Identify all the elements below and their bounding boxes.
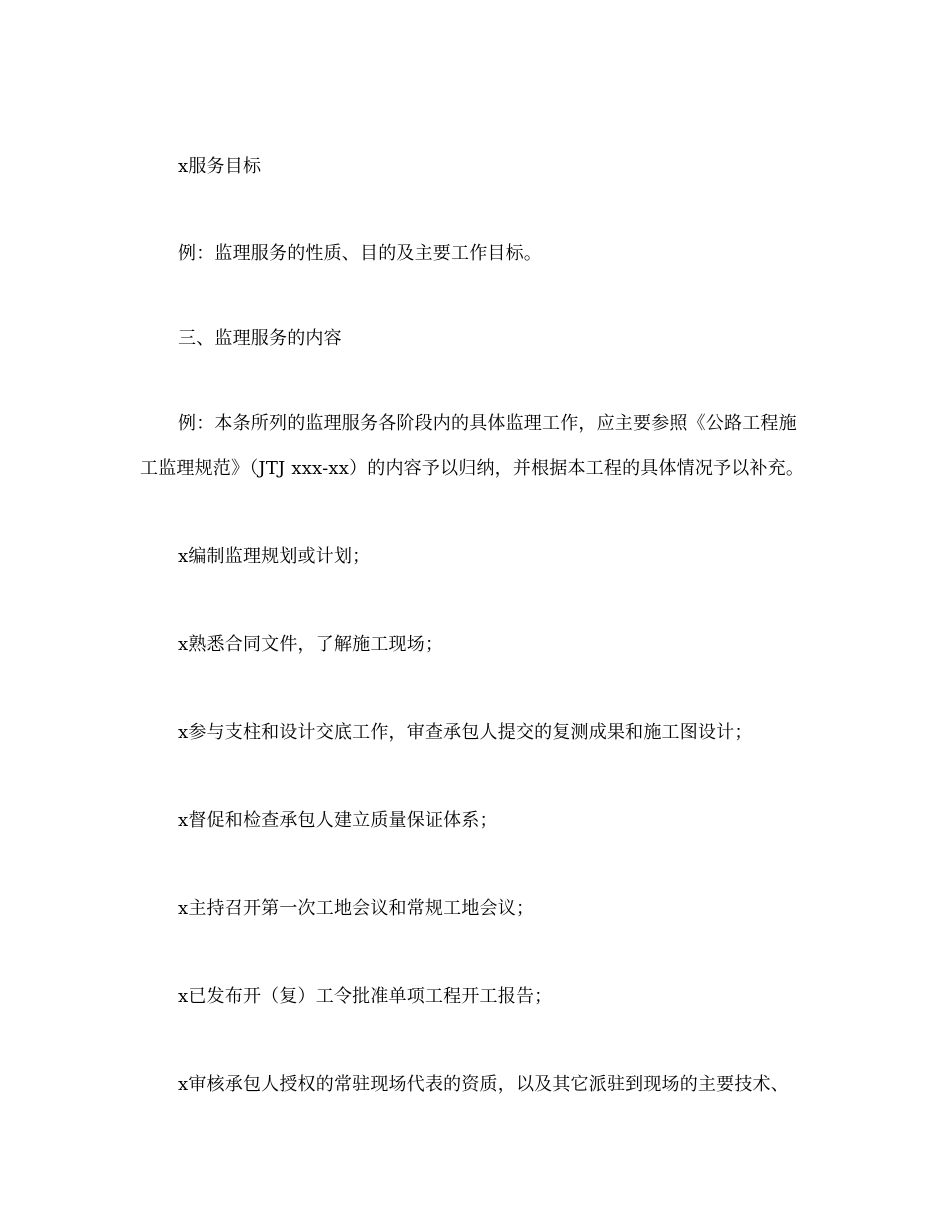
example-paragraph-line-1: 例：本条所列的监理服务各阶段内的具体监理工作，应主要参照《公路工程施	[178, 413, 797, 434]
example-paragraph: 例：监理服务的性质、目的及主要工作目标。	[178, 243, 542, 264]
list-item: x编制监理规划或计划；	[178, 546, 371, 567]
section-heading-service-goals: x服务目标	[178, 156, 262, 177]
list-item: x已发布开（复）工令批准单项工程开工报告；	[178, 986, 553, 1007]
section-heading-service-content: 三、监理服务的内容	[178, 328, 342, 349]
list-item: x熟悉合同文件，了解施工现场；	[178, 634, 444, 655]
list-item: x督促和检查承包人建立质量保证体系；	[178, 810, 498, 831]
example-paragraph-line-2: 工监理规范》（JTJ xxx-xx）的内容予以归纳，并根据本工程的具体情况予以补充。	[140, 458, 805, 479]
list-item: x参与支柱和设计交底工作，审查承包人提交的复测成果和施工图设计；	[178, 722, 753, 743]
list-item: x主持召开第一次工地会议和常规工地会议；	[178, 898, 535, 919]
list-item: x审核承包人授权的常驻现场代表的资质，以及其它派驻到现场的主要技术、	[178, 1074, 789, 1095]
